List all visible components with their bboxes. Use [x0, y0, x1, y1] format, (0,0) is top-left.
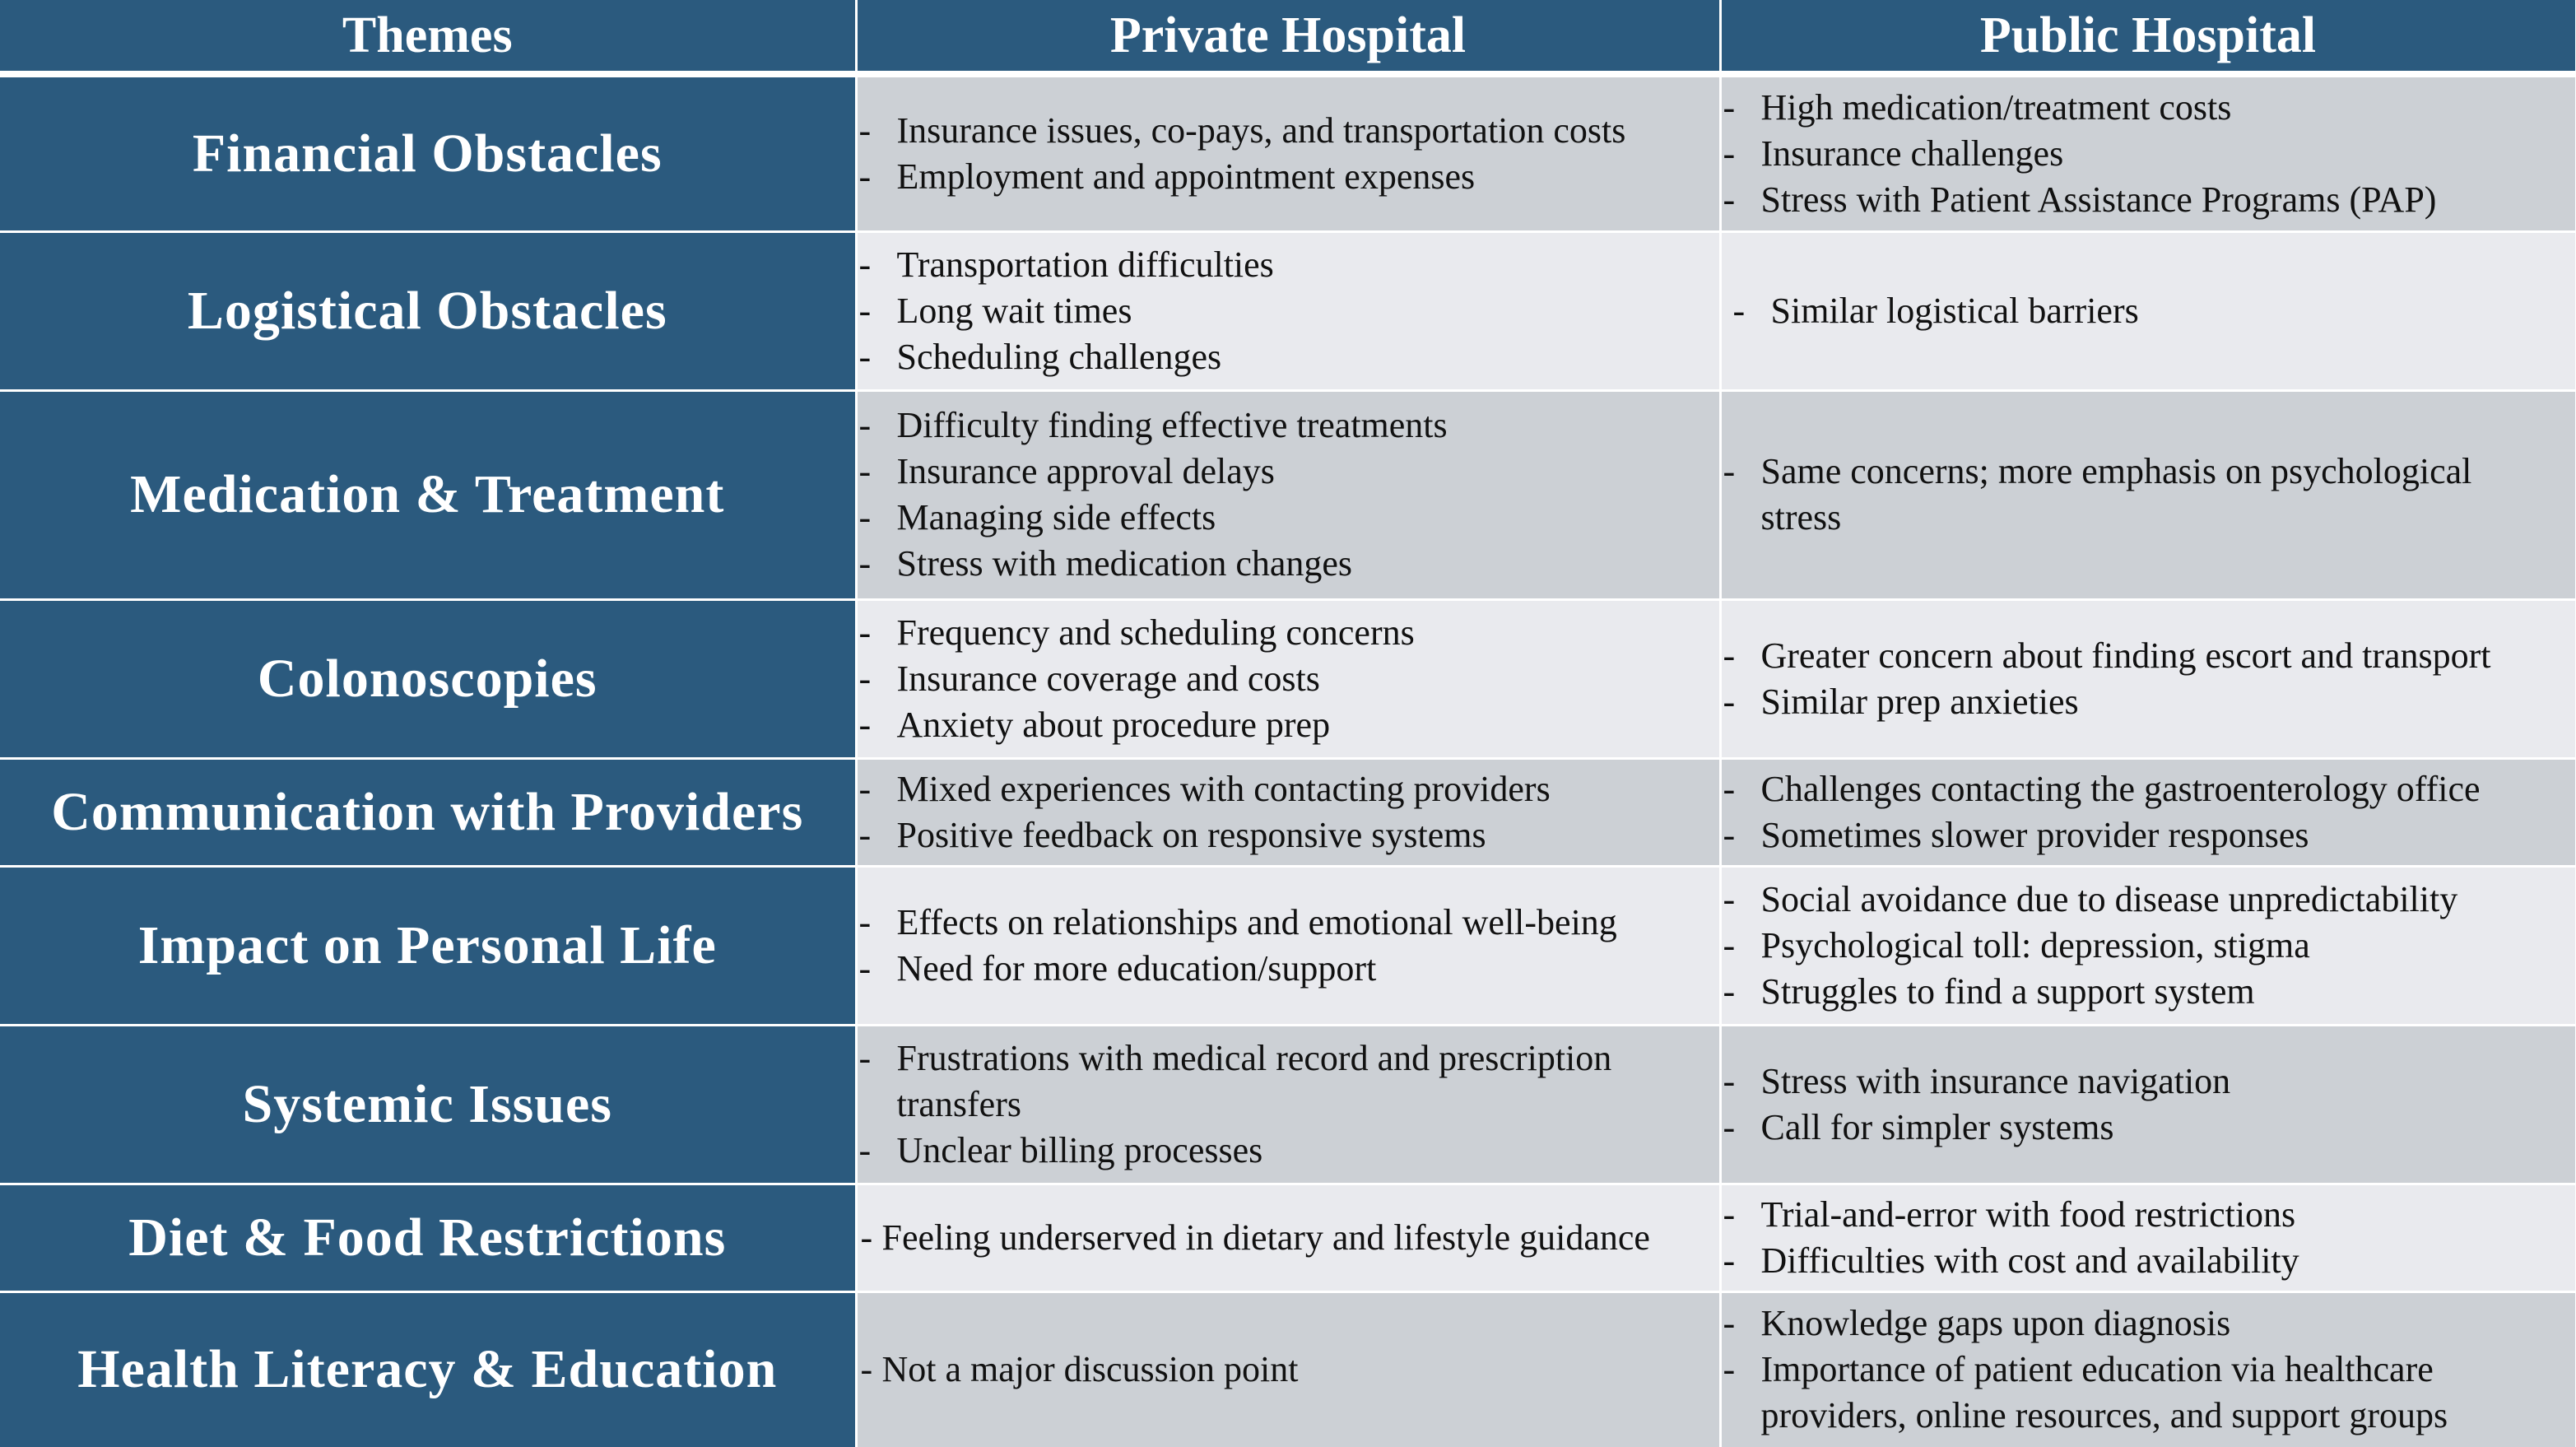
- list-item: - Anxiety about procedure prep: [897, 702, 1695, 748]
- header-public-hospital: Public Hospital: [1720, 0, 2576, 74]
- private-cell: [856, 1291, 1720, 1447]
- public-cell: [1720, 758, 2576, 866]
- public-list: [1722, 877, 2575, 1015]
- list-item: - Insurance coverage and costs: [897, 656, 1695, 702]
- list-item: - Transportation difficulties: [897, 242, 1695, 288]
- list-item: - Similar logistical barriers: [1771, 288, 2550, 334]
- private-list: [858, 766, 1719, 858]
- theme-cell: Medication & Treatment: [0, 390, 856, 599]
- theme-cell: Financial Obstacles: [0, 74, 856, 231]
- list-item: - Stress with Patient Assistance Programs (PAP): [1761, 177, 2550, 223]
- private-cell: [856, 758, 1720, 866]
- theme-cell: Health Literacy & Education: [0, 1291, 856, 1447]
- private-list: [858, 1035, 1719, 1174]
- header-private-hospital: Private Hospital: [856, 0, 1720, 74]
- list-item: - High medication/treatment costs: [1761, 85, 2550, 131]
- public-cell: [1720, 390, 2576, 599]
- table-row: [0, 74, 2576, 231]
- list-item: - Social avoidance due to disease unpredictability: [1761, 877, 2550, 923]
- list-item: - Importance of patient education via healthcare providers, online resources, and support groups: [1761, 1347, 2550, 1439]
- list-item: - Long wait times: [897, 288, 1695, 334]
- public-cell: [1720, 74, 2576, 231]
- theme-cell: Communication with Providers: [0, 758, 856, 866]
- table-row: [0, 758, 2576, 866]
- public-cell: [1720, 599, 2576, 758]
- list-item: - Insurance approval delays: [897, 449, 1695, 495]
- list-item: - Positive feedback on responsive systems: [897, 812, 1695, 858]
- private-list: [858, 1347, 1719, 1393]
- private-cell: [856, 866, 1720, 1025]
- list-item: - Managing side effects: [897, 495, 1695, 541]
- public-cell: [1720, 1291, 2576, 1447]
- list-item: - Knowledge gaps upon diagnosis: [1761, 1300, 2550, 1347]
- public-list: [1722, 1192, 2575, 1284]
- private-cell: [856, 599, 1720, 758]
- table-row: [0, 1025, 2576, 1184]
- public-list: [1722, 766, 2575, 858]
- public-list: [1722, 85, 2575, 223]
- list-item: - Frustrations with medical record and prescription transfers: [897, 1035, 1695, 1128]
- private-list: [858, 108, 1719, 200]
- list-item: - Insurance issues, co-pays, and transportation costs: [897, 108, 1695, 154]
- private-list: [858, 610, 1719, 748]
- public-cell: [1720, 1184, 2576, 1291]
- private-list: [858, 402, 1719, 587]
- public-cell: [1720, 866, 2576, 1025]
- table-row: [0, 1184, 2576, 1291]
- list-item: - Difficulty finding effective treatments: [897, 402, 1695, 449]
- public-list: [1722, 449, 2575, 541]
- list-item: - Mixed experiences with contacting providers: [897, 766, 1695, 812]
- list-item: - Frequency and scheduling concerns: [897, 610, 1695, 656]
- list-item: - Stress with medication changes: [897, 541, 1695, 587]
- theme-cell: Colonoscopies: [0, 599, 856, 758]
- list-item: - Feeling underserved in dietary and lifestyle guidance: [861, 1215, 1719, 1261]
- list-item: - Sometimes slower provider responses: [1761, 812, 2550, 858]
- public-list: [1722, 1300, 2575, 1439]
- list-item: - Challenges contacting the gastroenterology office: [1761, 766, 2550, 812]
- public-list: [1722, 288, 2575, 334]
- list-item: - Employment and appointment expenses: [897, 154, 1695, 200]
- public-cell: [1720, 1025, 2576, 1184]
- table-row: [0, 390, 2576, 599]
- private-cell: [856, 1184, 1720, 1291]
- public-cell: [1720, 231, 2576, 390]
- private-cell: [856, 74, 1720, 231]
- private-cell: [856, 390, 1720, 599]
- table-row: [0, 1291, 2576, 1447]
- private-cell: [856, 1025, 1720, 1184]
- private-list: [858, 900, 1719, 992]
- list-item: - Call for simpler systems: [1761, 1105, 2550, 1151]
- list-item: - Unclear billing processes: [897, 1128, 1695, 1174]
- list-item: - Effects on relationships and emotional well-being: [897, 900, 1695, 946]
- table-row: [0, 231, 2576, 390]
- private-list: [858, 1215, 1719, 1261]
- list-item: - Stress with insurance navigation: [1761, 1058, 2550, 1105]
- public-list: [1722, 1058, 2575, 1151]
- list-item: - Psychological toll: depression, stigma: [1761, 923, 2550, 969]
- list-item: - Similar prep anxieties: [1761, 679, 2550, 725]
- table-row: [0, 866, 2576, 1025]
- public-list: [1722, 633, 2575, 725]
- private-cell: [856, 231, 1720, 390]
- theme-cell: Diet & Food Restrictions: [0, 1184, 856, 1291]
- private-list: [858, 242, 1719, 380]
- header-row: [0, 0, 2576, 74]
- theme-cell: Logistical Obstacles: [0, 231, 856, 390]
- list-item: - Greater concern about finding escort and transport: [1761, 633, 2550, 679]
- header-themes: Themes: [0, 0, 856, 74]
- list-item: - Need for more education/support: [897, 946, 1695, 992]
- table-row: [0, 599, 2576, 758]
- list-item: - Not a major discussion point: [861, 1347, 1719, 1393]
- list-item: - Trial-and-error with food restrictions: [1761, 1192, 2550, 1238]
- theme-cell: Systemic Issues: [0, 1025, 856, 1184]
- list-item: - Difficulties with cost and availability: [1761, 1238, 2550, 1284]
- list-item: - Insurance challenges: [1761, 131, 2550, 177]
- list-item: - Same concerns; more emphasis on psychological stress: [1761, 449, 2550, 541]
- list-item: - Struggles to find a support system: [1761, 969, 2550, 1015]
- theme-cell: Impact on Personal Life: [0, 866, 856, 1025]
- list-item: - Scheduling challenges: [897, 334, 1695, 380]
